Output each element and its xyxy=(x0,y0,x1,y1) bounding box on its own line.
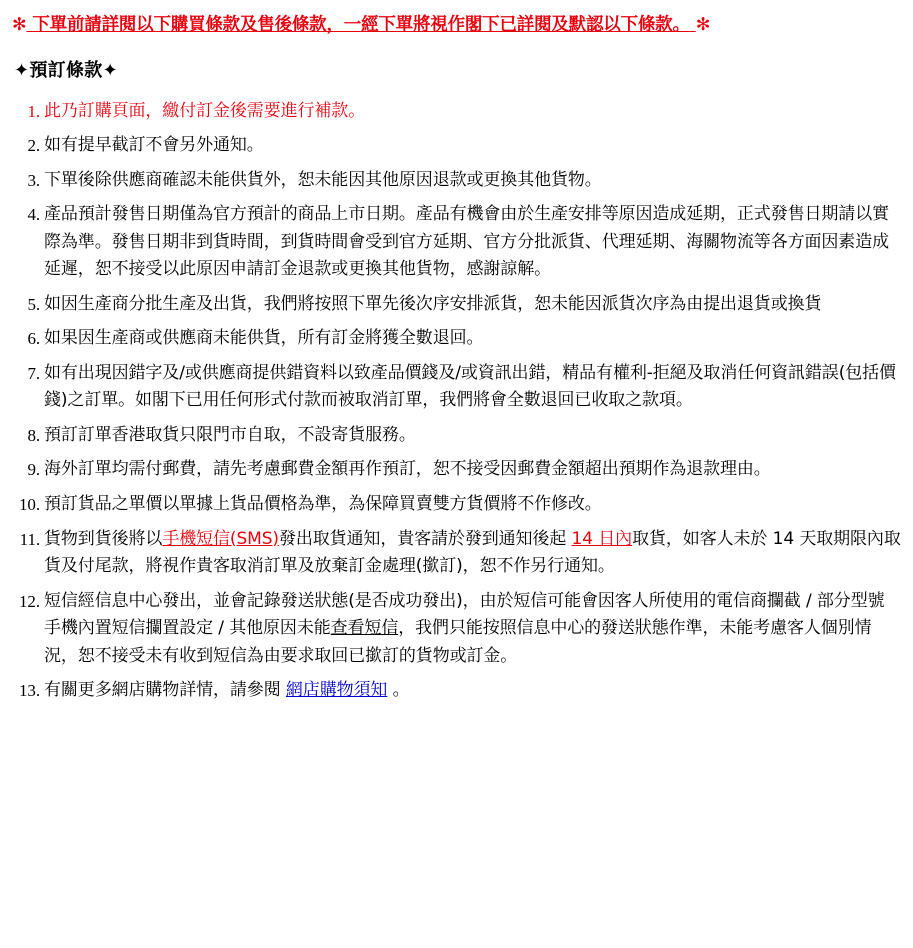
list-item xyxy=(10,325,901,353)
shopping-guide-link[interactable]: 網店購物須知 xyxy=(285,680,388,701)
term-text-3: 下單後除供應商確認未能供貨外，恕未能因其他原因退款或更換其他貨物。 xyxy=(44,169,602,190)
list-item xyxy=(10,360,901,415)
list-item xyxy=(10,677,901,705)
sms-emphasis: 手機短信(SMS) xyxy=(162,528,279,549)
list-item xyxy=(10,98,901,126)
asterisk-right-icon: ✻ xyxy=(695,15,711,35)
term-text-1: 此乃訂購頁面，繳付訂金後需要進行補款。 xyxy=(44,100,366,121)
term-text-12-b: ，我們只能按照信息中心的發送狀態作準，未能考慮客人個別情況，恕不接受未有收到短信為由要求取回已撳訂的貨物或訂金。 xyxy=(44,618,872,666)
term-text-5: 如因生產商分批生產及出貨，我們將按照下單先後次序安排派貨，恕未能因派貨次序為由提出退貨或換貨 xyxy=(44,293,822,314)
list-item xyxy=(10,456,901,484)
term-text-6: 如果因生產商或供應商未能供貨，所有訂金將獲全數退回。 xyxy=(44,328,484,349)
term-text-13-b: 。 xyxy=(387,680,410,701)
section-title: ✦預訂條款✦ xyxy=(14,59,118,81)
top-notice xyxy=(12,14,901,38)
term-text-11-c: 取貨，如客人未於 14 天取期限內取貨及付尾款，將視作貴客取消訂單及放棄訂金處理(撳訂)，恕不作另行通知。 xyxy=(44,528,901,577)
asterisk-left-icon: ✻ xyxy=(12,15,27,35)
top-notice-text: 下單前請詳閱以下購買條款及售後條款，一經下單將視作閣下已詳閱及默認以下條款。 xyxy=(32,15,690,35)
list-item xyxy=(10,132,901,160)
check-sms-emphasis: 查看短信 xyxy=(330,618,399,639)
term-text-12-a: 短信經信息中心發出，並會記錄發送狀態(是否成功發出)，由於短信可能會因客人所使用的電信商攔截 / 部分型號手機內置短信攔置設定 / 其他原因未能 xyxy=(44,590,885,639)
term-text-8: 預訂訂單香港取貨只限門市自取，不設寄貨服務。 xyxy=(44,424,416,445)
term-text-7: 如有出現因錯字及/或供應商提供錯資料以致產品價錢及/或資訊出錯，精品有權利-拒絕及取消任何資訊錯誤(包括價錢)之訂單。如閣下已用任何形式付款而被取消訂單，我們將會全數退回已收取之款項。 xyxy=(44,362,896,411)
list-item xyxy=(10,588,901,671)
list-item xyxy=(10,422,901,450)
list-item xyxy=(10,291,901,319)
term-text-9: 海外訂單均需付郵費，請先考慮郵費金額再作預訂，恕不接受因郵費金額超出預期作為退款理由。 xyxy=(44,459,771,480)
list-item xyxy=(10,167,901,195)
term-text-2: 如有提早截訂不會另外通知。 xyxy=(44,135,264,156)
list-item xyxy=(10,526,901,581)
terms-list xyxy=(10,98,901,705)
term-text-11-b: 發出取貨通知，貴客請於發到通知後起 xyxy=(278,528,572,549)
term-text-11-a: 貨物到貨後將以 xyxy=(44,528,163,549)
list-item xyxy=(10,201,901,284)
term-text-4: 產品預計發售日期僅為官方預計的商品上市日期。產品有機會由於生產安排等原因造成延期，正式發售日期請以實際為準。發售日期非到貨時間，到貨時間會受到官方延期、官方分批派貨、代理延期、海關物流等各方面因素造成延遲，恕不接受以此原因申請訂金退款或更換其他貨物，感謝諒解。 xyxy=(44,204,889,280)
pickup-deadline-emphasis: 14 日內 xyxy=(571,528,633,549)
term-text-13-a: 有關更多網店購物詳情，請參閱 xyxy=(44,680,286,701)
list-item xyxy=(10,491,901,519)
term-text-10: 預訂貨品之單價以單據上貨品價格為準，為保障買賣雙方貨價將不作修改。 xyxy=(44,494,602,514)
